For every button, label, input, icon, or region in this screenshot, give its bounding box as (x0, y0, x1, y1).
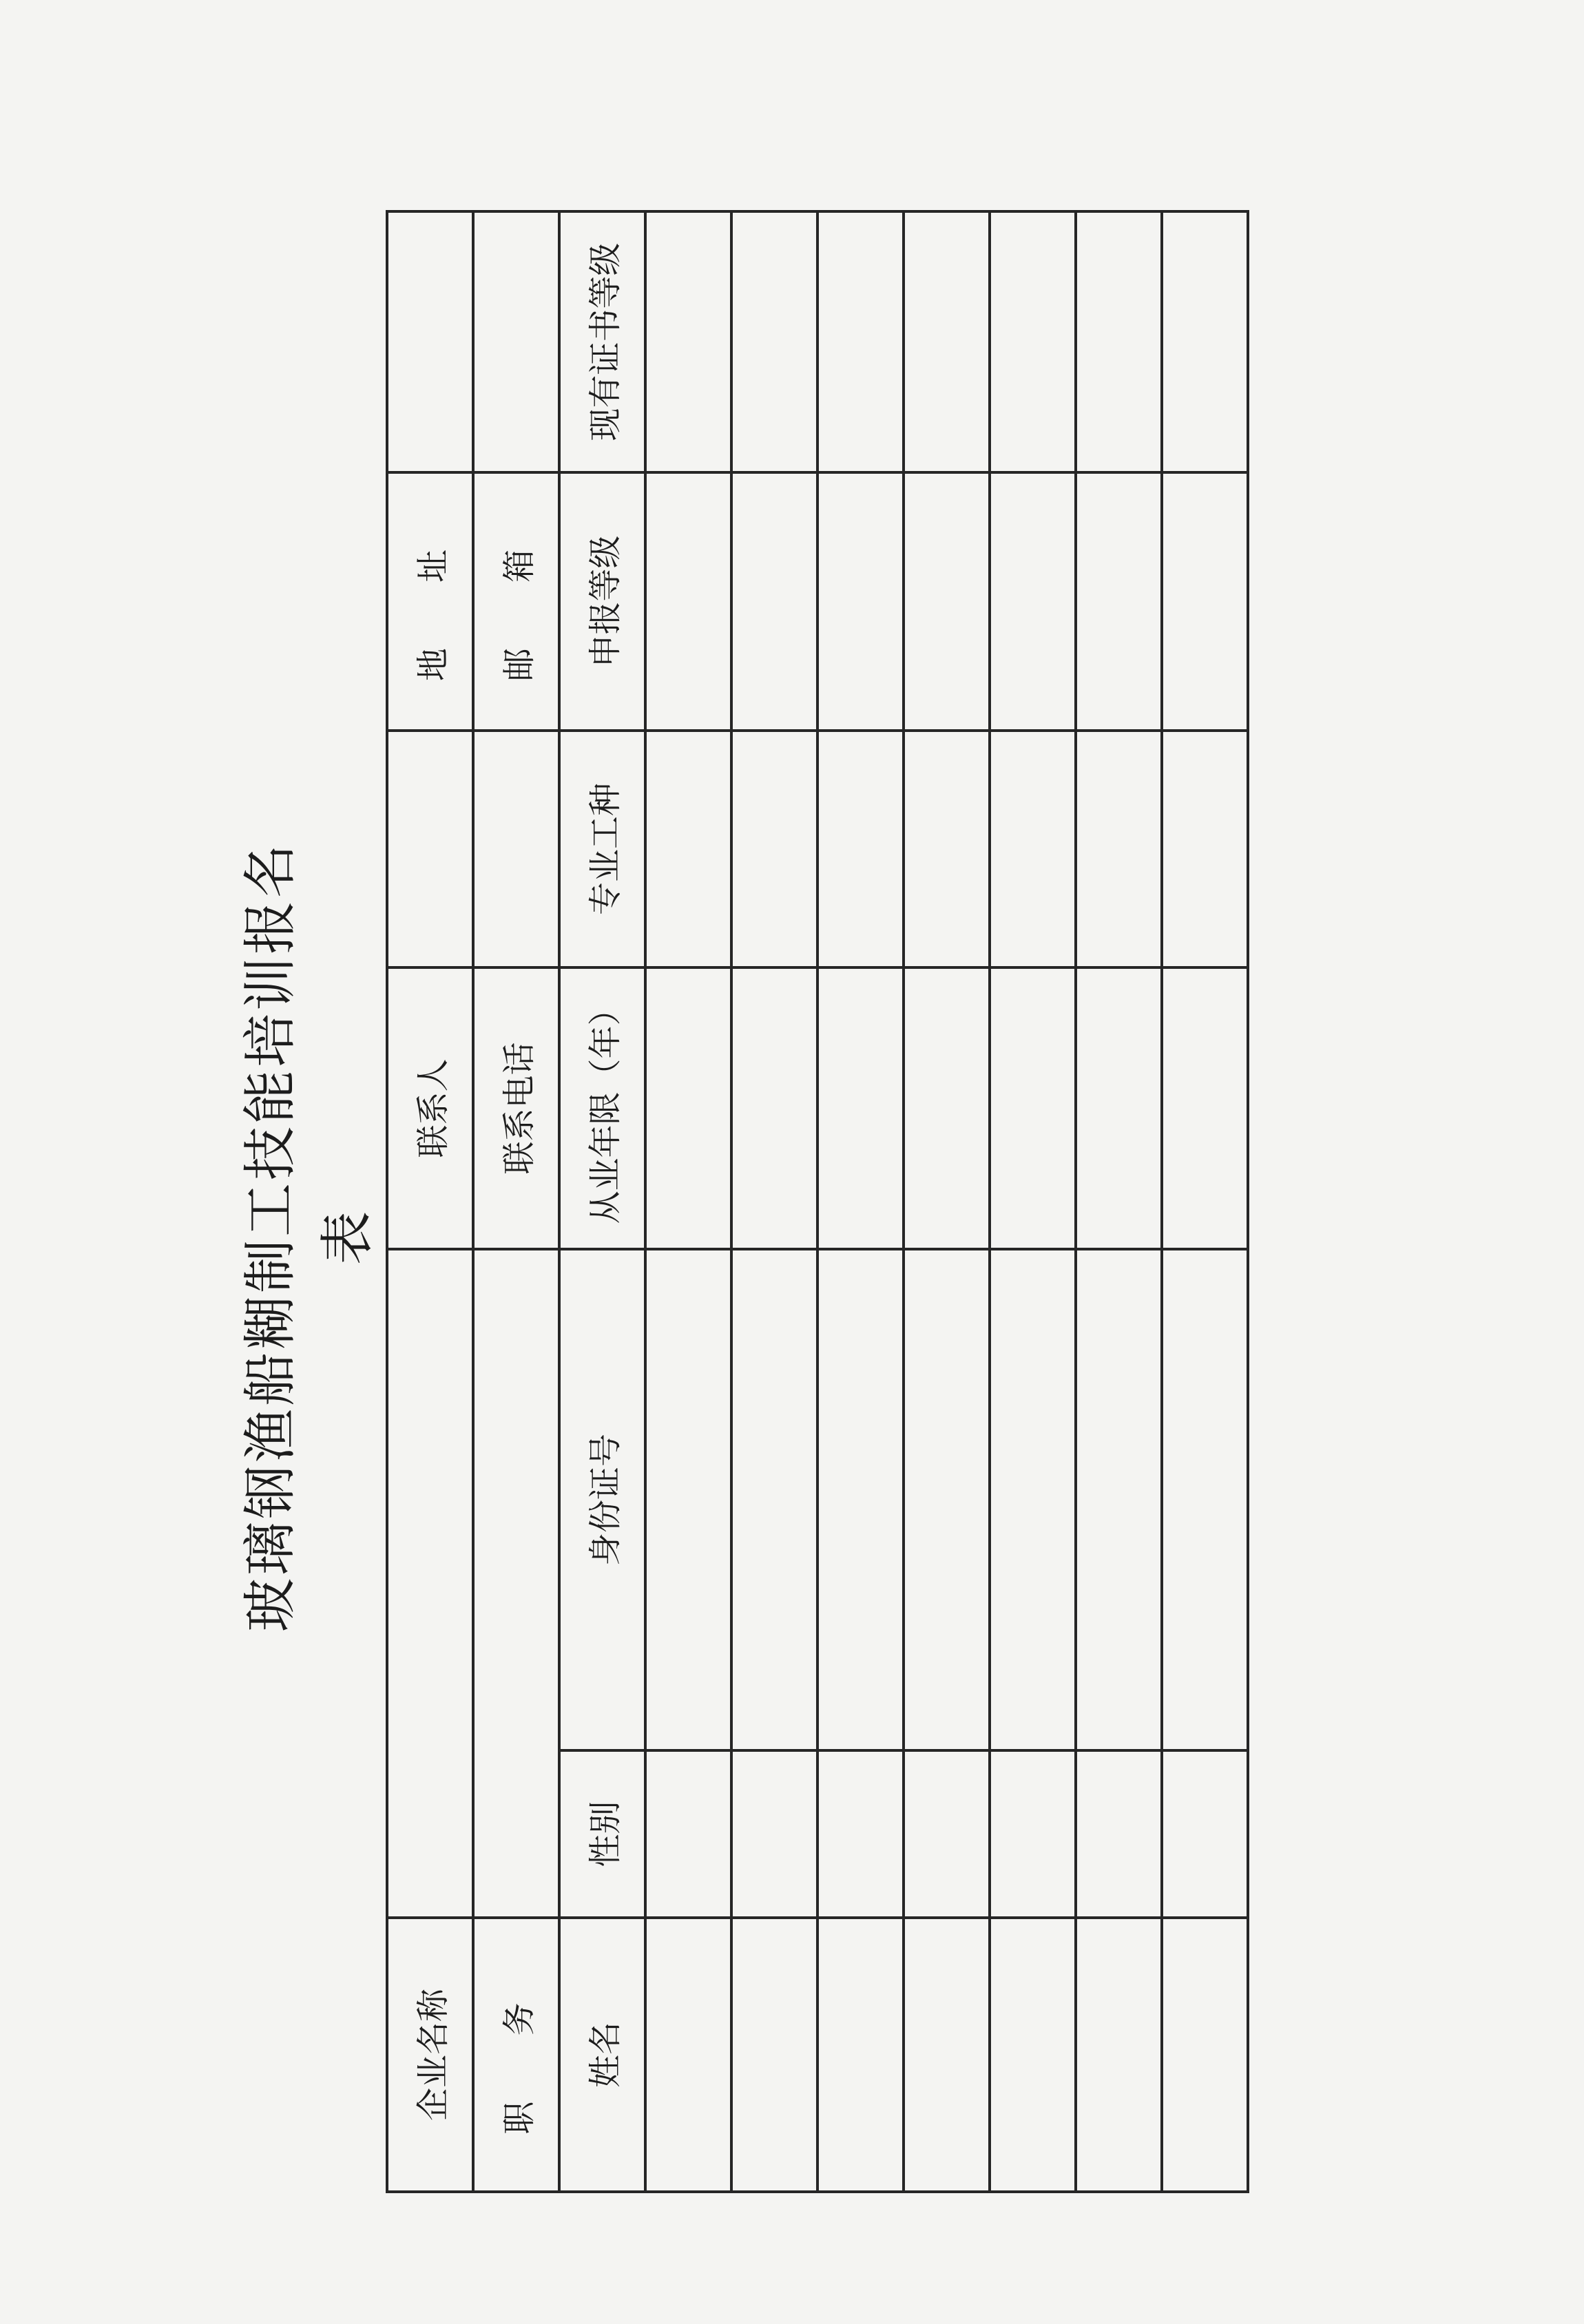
years-cell[interactable] (1162, 967, 1248, 1249)
years-cell[interactable] (990, 967, 1076, 1249)
apply-level-cell[interactable] (1162, 472, 1248, 731)
gender-cell[interactable] (731, 1750, 817, 1918)
current-cert-cell[interactable] (1162, 211, 1248, 472)
phone-label: 联系电话 (473, 967, 559, 1249)
trade-cell[interactable] (1162, 731, 1248, 967)
years-cell[interactable] (645, 967, 731, 1249)
table-row (990, 211, 1076, 2192)
current-cert-cell[interactable] (645, 211, 731, 472)
apply-level-cell[interactable] (817, 472, 904, 731)
name-cell[interactable] (904, 1918, 990, 2192)
name-cell[interactable] (645, 1918, 731, 2192)
years-cell[interactable] (731, 967, 817, 1249)
col-header-apply-level: 申报等级 (559, 472, 645, 731)
years-cell[interactable] (904, 967, 990, 1249)
table-row (904, 211, 990, 2192)
name-cell[interactable] (990, 1918, 1076, 2192)
position-field[interactable] (473, 1249, 559, 1918)
id-number-cell[interactable] (731, 1249, 817, 1750)
name-cell[interactable] (817, 1918, 904, 2192)
col-header-trade: 专业工种 (559, 731, 645, 967)
apply-level-cell[interactable] (645, 472, 731, 731)
apply-level-cell[interactable] (904, 472, 990, 731)
address-field[interactable] (387, 211, 473, 472)
gender-cell[interactable] (990, 1750, 1076, 1918)
years-cell[interactable] (817, 967, 904, 1249)
company-name-field[interactable] (387, 1249, 473, 1918)
id-number-cell[interactable] (904, 1249, 990, 1750)
id-number-cell[interactable] (1162, 1249, 1248, 1750)
trade-cell[interactable] (904, 731, 990, 967)
gender-cell[interactable] (904, 1750, 990, 1918)
name-cell[interactable] (1162, 1918, 1248, 2192)
postcode-label: 邮 箱 (473, 472, 559, 731)
apply-level-cell[interactable] (731, 472, 817, 731)
gender-cell[interactable] (817, 1750, 904, 1918)
table-row (731, 211, 817, 2192)
table-row (1076, 211, 1162, 2192)
current-cert-cell[interactable] (731, 211, 817, 472)
contact-label: 联系人 (387, 967, 473, 1249)
trade-cell[interactable] (731, 731, 817, 967)
years-cell[interactable] (1076, 967, 1162, 1249)
col-header-name: 姓名 (559, 1918, 645, 2192)
trade-cell[interactable] (817, 731, 904, 967)
apply-level-cell[interactable] (990, 472, 1076, 731)
name-cell[interactable] (731, 1918, 817, 2192)
company-name-label: 企业名称 (387, 1918, 473, 2192)
col-header-gender: 性别 (559, 1750, 645, 1918)
id-number-cell[interactable] (645, 1249, 731, 1750)
column-header-row (559, 211, 645, 2192)
current-cert-cell[interactable] (817, 211, 904, 472)
header-row-position (473, 211, 559, 2192)
table-row (1162, 211, 1248, 2192)
trade-cell[interactable] (990, 731, 1076, 967)
id-number-cell[interactable] (1076, 1249, 1162, 1750)
trade-cell[interactable] (1076, 731, 1162, 967)
registration-table (386, 210, 1249, 2193)
gender-cell[interactable] (1162, 1750, 1248, 1918)
id-number-cell[interactable] (817, 1249, 904, 1750)
current-cert-cell[interactable] (990, 211, 1076, 472)
postcode-field[interactable] (473, 211, 559, 472)
form-title: 玻璃钢渔船糊制工技能培训报名表 (240, 841, 379, 1633)
table-row (645, 211, 731, 2192)
col-header-id-number: 身份证号 (559, 1249, 645, 1750)
contact-field[interactable] (387, 731, 473, 967)
gender-cell[interactable] (645, 1750, 731, 1918)
col-header-years: 从业年限（年） (559, 967, 645, 1249)
trade-cell[interactable] (645, 731, 731, 967)
name-cell[interactable] (1076, 1918, 1162, 2192)
phone-field[interactable] (473, 731, 559, 967)
table-row (817, 211, 904, 2192)
col-header-current-cert: 现有证书等级 (559, 211, 645, 472)
header-row-company (387, 211, 473, 2192)
current-cert-cell[interactable] (1076, 211, 1162, 472)
position-label: 职 务 (473, 1918, 559, 2192)
address-label: 地 址 (387, 472, 473, 731)
current-cert-cell[interactable] (904, 211, 990, 472)
id-number-cell[interactable] (990, 1249, 1076, 1750)
apply-level-cell[interactable] (1076, 472, 1162, 731)
gender-cell[interactable] (1076, 1750, 1162, 1918)
